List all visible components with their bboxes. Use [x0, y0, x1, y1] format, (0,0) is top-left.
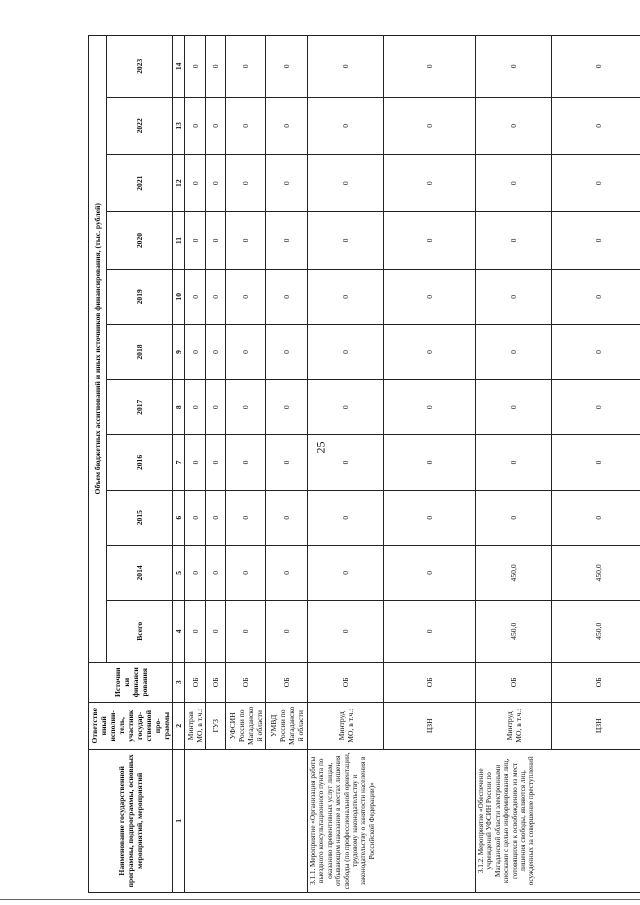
- year-value-cell: 0: [384, 212, 476, 269]
- year-value-cell: 0: [226, 324, 266, 379]
- activity-description: 3.1.2. Мероприятие «Обеспечение учреждений УФСИН России по Магаданской области электронными киосками с целью информирования лиц, готовящихся к освобождению из мест лишения свободы, являются лиц, осужденных за совершение преступлений: [476, 749, 640, 892]
- column-number: 11: [173, 212, 185, 269]
- year-value-cell: 0: [476, 324, 552, 379]
- total-cell: 0: [185, 601, 206, 663]
- year-value-cell: 0: [308, 212, 384, 269]
- header-year: 2014: [107, 545, 173, 600]
- year-value-cell: 0: [308, 545, 384, 600]
- column-number: 1: [173, 749, 185, 892]
- year-value-cell: 0: [206, 490, 226, 545]
- year-value-cell: 0: [476, 435, 552, 490]
- year-value-cell: 0: [552, 490, 640, 545]
- year-value-cell: 0: [226, 212, 266, 269]
- year-value-cell: 0: [308, 435, 384, 490]
- year-value-cell: 0: [384, 155, 476, 212]
- table-row: [476, 36, 552, 893]
- responsible-cell: ГУЗ: [206, 702, 226, 749]
- column-number: 5: [173, 545, 185, 600]
- year-value-cell: 0: [206, 380, 226, 435]
- year-value-cell: 0: [226, 155, 266, 212]
- year-value-cell: 0: [185, 97, 206, 154]
- year-value-cell: 0: [552, 36, 640, 98]
- year-value-cell: 0: [476, 36, 552, 98]
- header-year: 2018: [107, 324, 173, 379]
- financing-table: [88, 35, 640, 893]
- column-number: 4: [173, 601, 185, 663]
- year-value-cell: 0: [384, 36, 476, 98]
- column-number: 2: [173, 702, 185, 749]
- total-cell: 0: [266, 601, 308, 663]
- year-value-cell: 0: [266, 97, 308, 154]
- header-year: 2022: [107, 97, 173, 154]
- total-cell: 0: [384, 601, 476, 663]
- year-value-cell: 0: [266, 490, 308, 545]
- table-row: [185, 36, 206, 893]
- year-value-cell: 450,0: [476, 545, 552, 600]
- year-value-cell: 0: [552, 269, 640, 324]
- year-value-cell: 0: [206, 545, 226, 600]
- year-value-cell: 0: [185, 269, 206, 324]
- year-value-cell: 0: [552, 155, 640, 212]
- year-value-cell: 0: [308, 269, 384, 324]
- responsible-cell: УФСИН России по Магаданско й области: [226, 702, 266, 749]
- column-number: 7: [173, 435, 185, 490]
- header-source: Источни ки финанси рования: [89, 662, 173, 702]
- year-value-cell: 0: [206, 36, 226, 98]
- source-cell: ОБ: [476, 662, 552, 702]
- year-value-cell: 0: [185, 490, 206, 545]
- year-value-cell: 0: [226, 97, 266, 154]
- column-number: 9: [173, 324, 185, 379]
- year-value-cell: 0: [266, 155, 308, 212]
- column-number: 12: [173, 155, 185, 212]
- page-number: 25: [313, 441, 328, 454]
- header-year: 2019: [107, 269, 173, 324]
- total-cell: 0: [206, 601, 226, 663]
- year-value-cell: 0: [206, 212, 226, 269]
- column-number: 10: [173, 269, 185, 324]
- total-cell: 450,0: [476, 601, 552, 663]
- year-value-cell: 0: [266, 435, 308, 490]
- year-value-cell: 0: [185, 212, 206, 269]
- year-value-cell: 450,0: [552, 545, 640, 600]
- year-value-cell: 0: [476, 212, 552, 269]
- header-year: 2016: [107, 435, 173, 490]
- year-value-cell: 0: [206, 155, 226, 212]
- year-value-cell: 0: [185, 380, 206, 435]
- source-cell: ОБ: [185, 662, 206, 702]
- header-name: Наименование государственной программы, подпрограммы, основных мероприятий, мероприятий: [89, 749, 173, 892]
- year-value-cell: 0: [308, 490, 384, 545]
- year-value-cell: 0: [226, 36, 266, 98]
- year-value-cell: 0: [226, 490, 266, 545]
- year-value-cell: 0: [185, 155, 206, 212]
- header-year: 2021: [107, 155, 173, 212]
- year-value-cell: 0: [384, 269, 476, 324]
- year-value-cell: 0: [308, 155, 384, 212]
- source-cell: ОБ: [308, 662, 384, 702]
- year-value-cell: 0: [266, 36, 308, 98]
- year-value-cell: 0: [308, 36, 384, 98]
- year-value-cell: 0: [476, 97, 552, 154]
- year-value-cell: 0: [476, 380, 552, 435]
- source-cell: ОБ: [206, 662, 226, 702]
- source-cell: ОБ: [552, 662, 640, 702]
- header-volume: Объем бюджетных ассигнований и иных источников финансирования, (тыс. рублей): [89, 36, 107, 663]
- responsible-cell: ЦЗН: [384, 702, 476, 749]
- responsible-cell: Минтруд МО, в т.ч.:: [476, 702, 552, 749]
- year-value-cell: 0: [206, 324, 226, 379]
- year-value-cell: 0: [226, 545, 266, 600]
- year-value-cell: 0: [384, 490, 476, 545]
- total-cell: 450,0: [552, 601, 640, 663]
- header-year: 2015: [107, 490, 173, 545]
- responsible-cell: УМВД России по Магаданско й области: [266, 702, 308, 749]
- column-number: 3: [173, 662, 185, 702]
- year-value-cell: 0: [266, 545, 308, 600]
- year-value-cell: 0: [266, 380, 308, 435]
- year-value-cell: 0: [308, 380, 384, 435]
- year-value-cell: 0: [552, 435, 640, 490]
- source-cell: ОБ: [384, 662, 476, 702]
- header-year: 2020: [107, 212, 173, 269]
- year-value-cell: 0: [185, 324, 206, 379]
- year-value-cell: 0: [185, 545, 206, 600]
- column-number-row: [173, 36, 185, 893]
- year-value-cell: 0: [266, 212, 308, 269]
- year-value-cell: 0: [206, 435, 226, 490]
- year-value-cell: 0: [206, 97, 226, 154]
- column-number: 8: [173, 380, 185, 435]
- year-value-cell: 0: [226, 435, 266, 490]
- year-value-cell: 0: [384, 324, 476, 379]
- table-row: [308, 36, 384, 893]
- year-value-cell: 0: [226, 380, 266, 435]
- header-responsible: Ответстве нный исполни-тель, участник государ-ственной про-граммы: [89, 702, 173, 749]
- column-number: 14: [173, 36, 185, 98]
- year-value-cell: 0: [384, 380, 476, 435]
- activity-description: 3.1.1. Мероприятие «Организация работы выездного консультационного пункта по оказанию превентивных услуг лицам, отбывающим наказание в местах лишения свободы (по профессиональной ориентации, трудовому законодательству и законодательству о занятости населения в Российской Федерации)»: [308, 749, 476, 892]
- source-cell: ОБ: [226, 662, 266, 702]
- source-cell: ОБ: [266, 662, 308, 702]
- header-year: 2017: [107, 380, 173, 435]
- year-value-cell: 0: [476, 490, 552, 545]
- year-value-cell: 0: [185, 435, 206, 490]
- year-value-cell: 0: [266, 324, 308, 379]
- header-total: Всего: [107, 601, 173, 663]
- year-value-cell: 0: [185, 36, 206, 98]
- year-value-cell: 0: [552, 380, 640, 435]
- header-year: 2023: [107, 36, 173, 98]
- responsible-cell: ЦЗН: [552, 702, 640, 749]
- year-value-cell: 0: [226, 269, 266, 324]
- column-number: 6: [173, 490, 185, 545]
- column-number: 13: [173, 97, 185, 154]
- year-value-cell: 0: [552, 212, 640, 269]
- year-value-cell: 0: [308, 324, 384, 379]
- year-value-cell: 0: [552, 324, 640, 379]
- year-value-cell: 0: [476, 269, 552, 324]
- activity-description: [185, 749, 308, 892]
- year-value-cell: 0: [206, 269, 226, 324]
- total-cell: 0: [308, 601, 384, 663]
- year-value-cell: 0: [384, 435, 476, 490]
- year-value-cell: 0: [384, 545, 476, 600]
- total-cell: 0: [226, 601, 266, 663]
- year-value-cell: 0: [476, 155, 552, 212]
- rotated-table-container: [88, 35, 603, 893]
- year-value-cell: 0: [384, 97, 476, 154]
- responsible-cell: Минтрав МО, в т.ч.:: [185, 702, 206, 749]
- responsible-cell: Минтруд МО, в т.ч.:: [308, 702, 384, 749]
- year-value-cell: 0: [552, 97, 640, 154]
- year-value-cell: 0: [266, 269, 308, 324]
- year-value-cell: 0: [308, 97, 384, 154]
- page-bottom-rule: [0, 899, 640, 900]
